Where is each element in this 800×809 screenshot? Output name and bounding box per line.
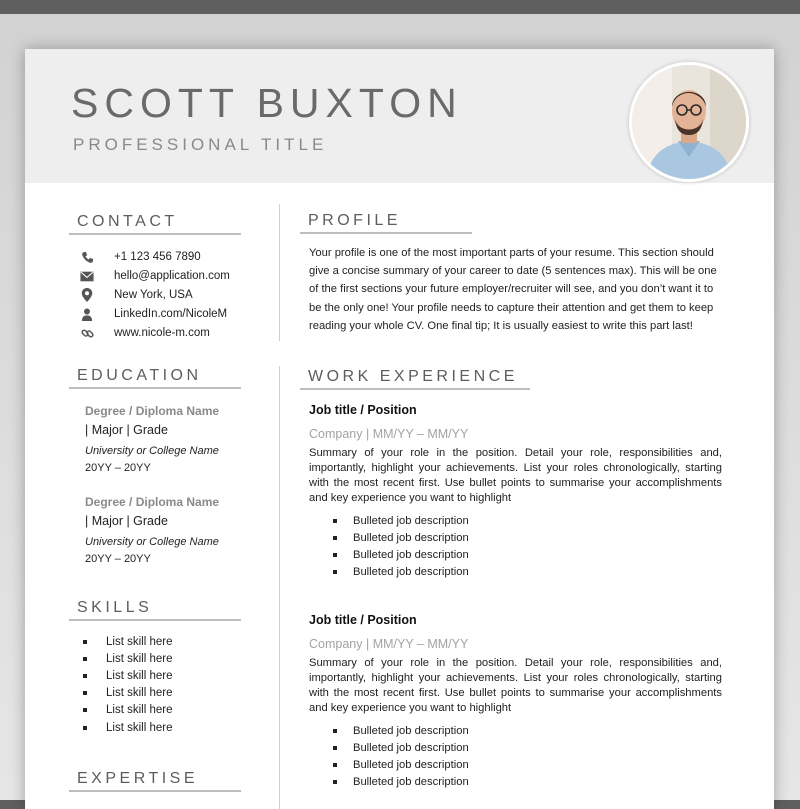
skill-item: List skill here bbox=[83, 719, 172, 736]
education-years: 20YY – 20YY bbox=[85, 462, 151, 474]
contact-phone-text: +1 123 456 7890 bbox=[114, 251, 201, 263]
expertise-rule bbox=[69, 790, 241, 792]
contact-email-text: hello@application.com bbox=[114, 270, 230, 282]
job-bullets bbox=[333, 512, 469, 581]
contact-heading: CONTACT bbox=[77, 213, 178, 230]
education-degree: Degree / Diploma Name bbox=[85, 404, 220, 418]
contact-location-text: New York, USA bbox=[114, 289, 193, 301]
link-icon bbox=[80, 326, 94, 340]
education-degree: Degree / Diploma Name bbox=[85, 495, 220, 509]
education-school: University or College Name bbox=[85, 536, 219, 548]
expertise-heading: EXPERTISE bbox=[77, 770, 199, 787]
bullet-icon bbox=[333, 763, 337, 767]
profile-heading: PROFILE bbox=[308, 212, 401, 229]
bullet-icon bbox=[83, 708, 87, 712]
skill-item: List skill here bbox=[83, 633, 172, 650]
bullet-icon bbox=[83, 726, 87, 730]
location-pin-icon bbox=[80, 288, 94, 302]
bullet-icon bbox=[333, 746, 337, 750]
candidate-name: SCOTT BUXTON bbox=[71, 80, 463, 126]
education-rule bbox=[69, 387, 241, 389]
person-icon bbox=[80, 307, 94, 321]
job-bullet: Bulleted job description bbox=[333, 529, 469, 546]
job-bullet: Bulleted job description bbox=[333, 739, 469, 756]
job-bullet: Bulleted job description bbox=[333, 756, 469, 773]
job-bullet: Bulleted job description bbox=[333, 774, 469, 791]
skill-item: List skill here bbox=[83, 667, 172, 684]
bullet-icon bbox=[83, 691, 87, 695]
education-major: | Major | Grade bbox=[85, 423, 168, 437]
job-bullet: Bulleted job description bbox=[333, 722, 469, 739]
profile-rule bbox=[300, 232, 472, 234]
bullet-icon bbox=[83, 674, 87, 678]
education-years: 20YY – 20YY bbox=[85, 553, 151, 565]
bullet-icon bbox=[83, 640, 87, 644]
job-bullet: Bulleted job description bbox=[333, 512, 469, 529]
work-experience-rule bbox=[300, 388, 530, 390]
job-bullet: Bulleted job description bbox=[333, 546, 469, 563]
contact-phone bbox=[80, 249, 201, 265]
column-divider bbox=[279, 204, 280, 341]
job-company-dates: Company | MM/YY – MM/YY bbox=[309, 427, 469, 441]
phone-icon bbox=[80, 250, 94, 264]
education-school: University or College Name bbox=[85, 445, 219, 457]
education-major: | Major | Grade bbox=[85, 514, 168, 528]
professional-title: PROFESSIONAL TITLE bbox=[73, 135, 328, 154]
work-experience-heading: WORK EXPERIENCE bbox=[308, 368, 518, 385]
bullet-icon bbox=[333, 553, 337, 557]
bullet-icon bbox=[333, 570, 337, 574]
skills-heading: SKILLS bbox=[77, 599, 153, 616]
bullet-icon bbox=[333, 536, 337, 540]
job-title: Job title / Position bbox=[309, 613, 417, 627]
contact-location bbox=[80, 287, 193, 303]
column-divider bbox=[279, 366, 280, 809]
contact-website-text: www.nicole-m.com bbox=[114, 327, 210, 339]
job-bullets bbox=[333, 722, 469, 791]
job-title: Job title / Position bbox=[309, 403, 417, 417]
skill-item: List skill here bbox=[83, 702, 172, 719]
contact-rule bbox=[69, 233, 241, 235]
envelope-icon bbox=[80, 269, 94, 283]
contact-website bbox=[80, 325, 210, 341]
resume-page bbox=[25, 49, 774, 809]
bullet-icon bbox=[333, 780, 337, 784]
job-company-dates: Company | MM/YY – MM/YY bbox=[309, 637, 469, 651]
resume-header bbox=[25, 49, 774, 183]
contact-linkedin bbox=[80, 306, 227, 322]
contact-linkedin-text: LinkedIn.com/NicoleM bbox=[114, 308, 228, 320]
skill-item: List skill here bbox=[83, 650, 172, 667]
job-summary: Summary of your role in the position. Detail your role, responsibilities and, importantly, highlight your achievements. List your roles chronologically, starting with the most recent first. Use bullet points to summarise your accomplishments and key experience you want to highlight bbox=[309, 447, 722, 504]
contact-email bbox=[80, 268, 230, 284]
skills-rule bbox=[69, 619, 241, 621]
bullet-icon bbox=[333, 519, 337, 523]
profile-text: Your profile is one of the most important parts of your resume. This section should give a concise summary of your career to date (5 sentences max). This will be one of the first sections your future employer/recruiter will see, and you don’t want it to be the only one! Your profile needs to capture their attention and get them to keep reading your whole CV. One final tip; It is usually easiest to write this part last! bbox=[309, 247, 717, 332]
profile-photo bbox=[629, 62, 749, 182]
skills-list bbox=[83, 633, 172, 736]
bullet-icon bbox=[333, 729, 337, 733]
bullet-icon bbox=[83, 657, 87, 661]
job-bullet: Bulleted job description bbox=[333, 564, 469, 581]
job-summary: Summary of your role in the position. Detail your role, responsibilities and, importantly, highlight your achievements. List your roles chronologically, starting with the most recent first. Use bullet points to summarise your accomplishments and key experience you want to highlight bbox=[309, 657, 722, 714]
skill-item: List skill here bbox=[83, 685, 172, 702]
education-heading: EDUCATION bbox=[77, 367, 202, 384]
